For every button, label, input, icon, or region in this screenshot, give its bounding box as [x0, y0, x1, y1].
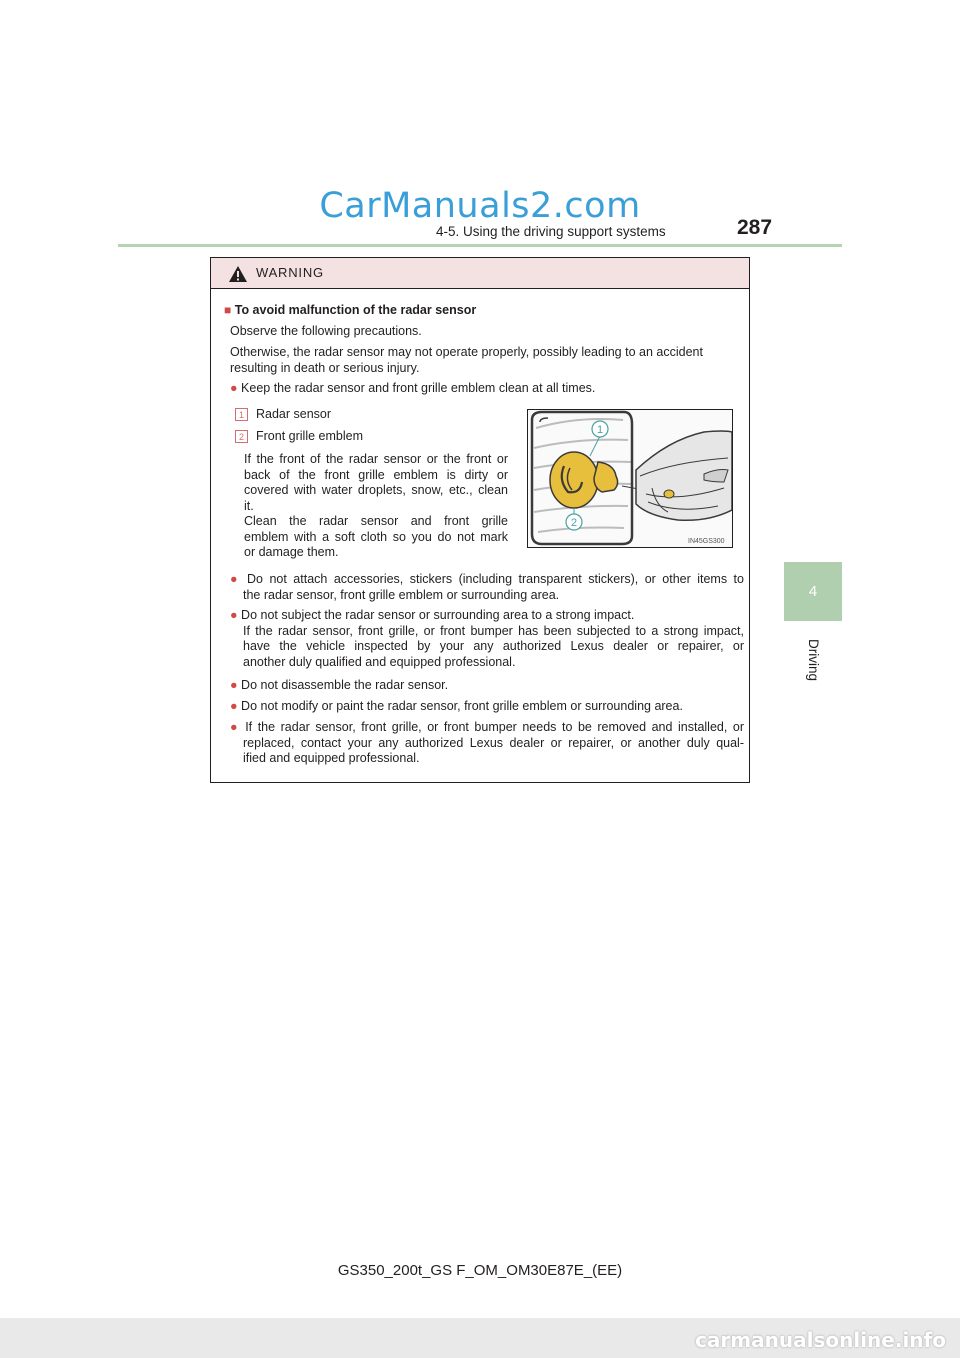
chapter-label: Driving [806, 638, 821, 681]
watermark-top: CarManuals2.com [319, 186, 641, 226]
warning-heading: ■ To avoid malfunction of the radar sensor [224, 303, 477, 317]
warning-para: resulting in death or serious injury. [230, 361, 420, 375]
bullet-item: ● Keep the radar sensor and front grille emblem clean at all times. [230, 381, 596, 395]
warning-header [211, 258, 749, 289]
bullet-dot-icon: ● [230, 720, 240, 734]
header-divider [118, 244, 842, 247]
bullet-dot-icon: ● [230, 381, 238, 395]
warning-para: Otherwise, the radar sensor may not operate properly, possibly leading to an accident [230, 345, 703, 359]
clean-instructions: If the front of the radar sensor or the front or back of the front grille emblem is dirty or covered with water droplets, snow, etc., clean it. Clean the radar sensor and front grille emblem with a soft cloth so you do not mark or damage them. [244, 452, 508, 559]
document-code: GS350_200t_GS F_OM_OM30E87E_(EE) [337, 1262, 623, 1279]
warning-box [210, 257, 750, 783]
bullet-item: ● Do not disassemble the radar sensor. [230, 678, 449, 692]
bullet-item: ● Do not subject the radar sensor or surrounding area to a strong impact. If the radar sensor, front grille, or front bumper has been subjected to a strong impact, have the vehicle inspected by your any authorized Lexus dealer or repairer, or another duly qualified and equipped professional. [230, 608, 744, 669]
watermark-bottom-text: carmanualsonline.info [695, 1328, 946, 1352]
bullet-dot-icon: ● [230, 608, 238, 622]
svg-text:2: 2 [570, 517, 578, 529]
warning-icon [228, 265, 248, 283]
callout-number: 2 [235, 430, 248, 443]
page-number: 287 [737, 216, 773, 239]
warning-title: WARNING [256, 265, 324, 280]
car-front-illustration [528, 410, 732, 547]
section-title: 4-5. Using the driving support systems [436, 224, 666, 239]
figure-code: IN45GS300 [688, 538, 725, 545]
svg-text:1: 1 [596, 424, 604, 436]
bullet-dot-icon: ● [230, 699, 238, 713]
bullet-item: ● Do not attach accessories, stickers (including transparent stickers), or other items to the radar sensor, front grille emblem or surrounding area. [230, 572, 744, 602]
radar-sensor-figure [527, 409, 733, 548]
square-bullet-icon: ■ [224, 303, 232, 317]
chapter-tab: 4 [784, 562, 842, 621]
watermark-bottom [0, 1318, 960, 1358]
callout-number: 1 [235, 408, 248, 421]
bullet-dot-icon: ● [230, 678, 238, 692]
bullet-dot-icon: ● [230, 572, 241, 586]
warning-para: Observe the following precautions. [230, 324, 422, 338]
callout-label: Front grille emblem [256, 429, 363, 443]
bullet-item: ● Do not modify or paint the radar sensor, front grille emblem or surrounding area. [230, 699, 683, 713]
bullet-item: ● If the radar sensor, front grille, or front bumper needs to be removed and installed, or replaced, contact your any authorized Lexus dealer or repairer, or another duly qual- ified and equipped professional. [230, 720, 744, 765]
callout-label: Radar sensor [256, 407, 332, 421]
